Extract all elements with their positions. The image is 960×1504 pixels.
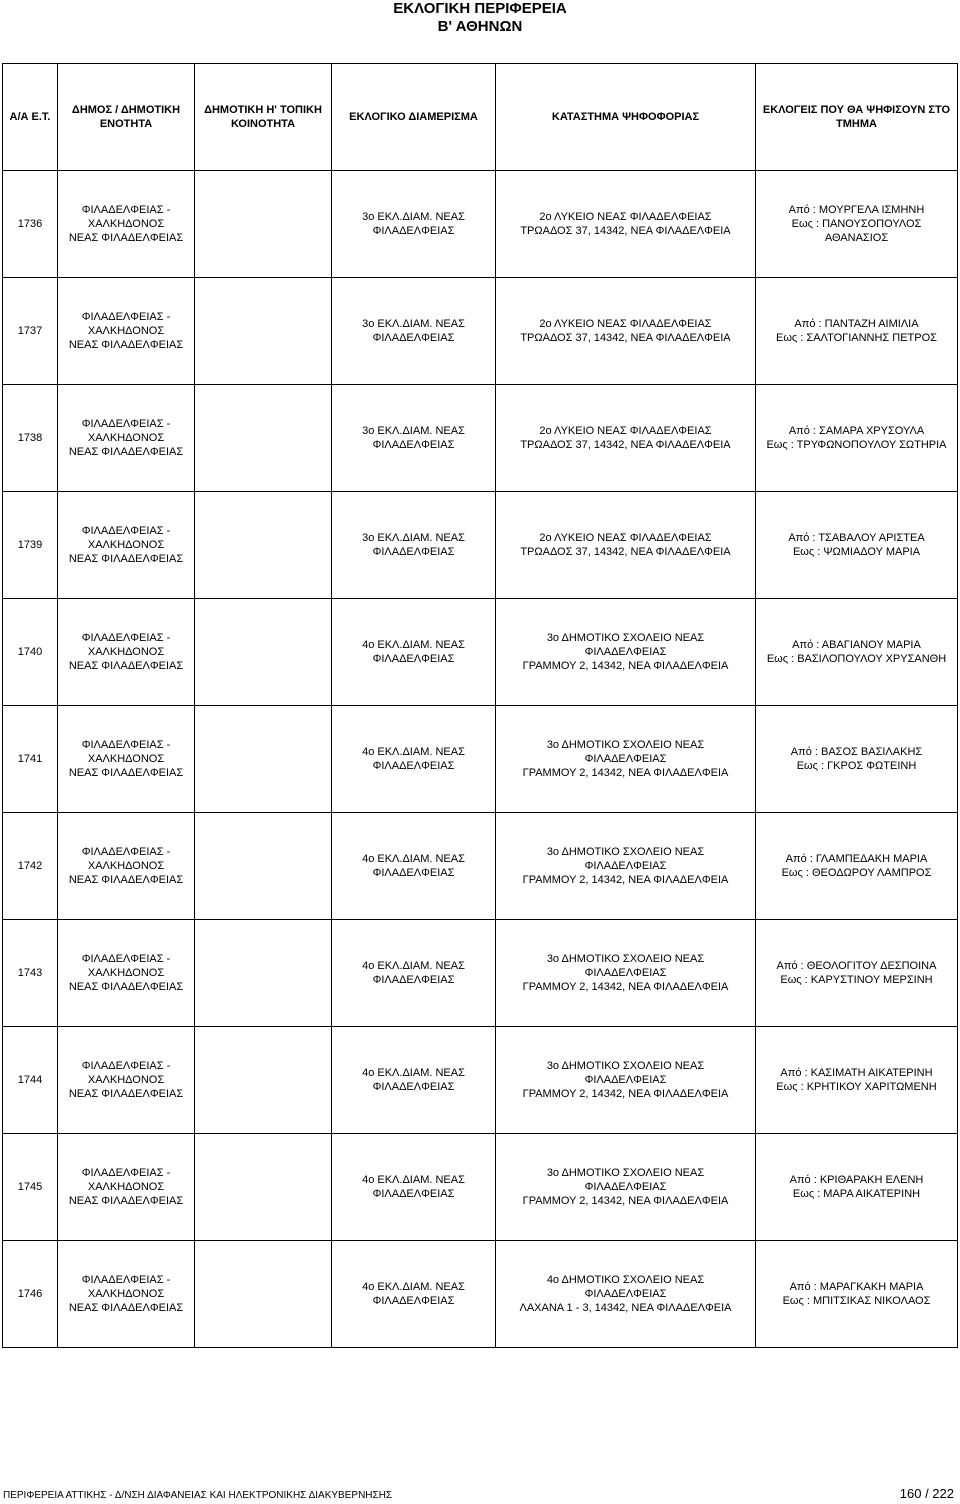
cell-electoral-district-line: ΦΙΛΑΔΕΛΦΕΙΑΣ — [372, 653, 455, 665]
cell-municipality-line: ΧΑΛΚΗΔΟΝΟΣ — [87, 325, 165, 337]
cell-electoral-district-line: 3ο ΕΚΛ.ΔΙΑΜ. ΝΕΑΣ — [362, 425, 465, 437]
cell-polling-station-line: 3ο ΔΗΜΟΤΙΚΟ ΣΧΟΛΕΙΟ ΝΕΑΣ — [546, 1167, 705, 1179]
cell-aa — [3, 1134, 58, 1241]
cell-polling-station-line: ΦΙΛΑΔΕΛΦΕΙΑΣ — [584, 1074, 667, 1086]
cell-municipality-line: ΝΕΑΣ ΦΙΛΑΔΕΛΦΕΙΑΣ — [68, 1088, 184, 1100]
cell-voters-line: Εως : ΠΑΝΟΥΣΟΠΟΥΛΟΣ — [791, 218, 922, 230]
column-header-municipality: ΔΗΜΟΣ / ΔΗΜΟΤΙΚΗ ΕΝΟΤΗΤΑ — [58, 64, 195, 171]
cell-polling-station — [496, 1134, 756, 1241]
cell-polling-station — [496, 278, 756, 385]
cell-municipality-line: ΝΕΑΣ ΦΙΛΑΔΕΛΦΕΙΑΣ — [68, 232, 184, 244]
cell-municipality — [58, 1241, 195, 1348]
cell-voters-line: Εως : ΓΚΡΟΣ ΦΩΤΕΙΝΗ — [796, 760, 917, 772]
cell-electoral-district-line: 4ο ΕΚΛ.ΔΙΑΜ. ΝΕΑΣ — [362, 1174, 465, 1186]
cell-polling-station-line: ΓΡΑΜΜΟΥ 2, 14342, ΝΕΑ ΦΙΛΑΔΕΛΦΕΙΑ — [522, 981, 729, 993]
cell-electoral-district-line: ΦΙΛΑΔΕΛΦΕΙΑΣ — [372, 760, 455, 772]
cell-voters-line: Εως : ΚΡΗΤΙΚΟΥ ΧΑΡΙΤΩΜΕΝΗ — [776, 1081, 937, 1093]
cell-electoral-district-line: ΦΙΛΑΔΕΛΦΕΙΑΣ — [372, 867, 455, 879]
cell-polling-station-line: 3ο ΔΗΜΟΤΙΚΟ ΣΧΟΛΕΙΟ ΝΕΑΣ — [546, 1060, 705, 1072]
cell-voters-line: ΑΘΑΝΑΣΙΟΣ — [824, 232, 889, 244]
column-header-community: ΔΗΜΟΤΙΚΗ Η' ΤΟΠΙΚΗ ΚΟΙΝΟΤΗΤΑ — [195, 64, 332, 171]
cell-polling-station-line: ΓΡΑΜΜΟΥ 2, 14342, ΝΕΑ ΦΙΛΑΔΕΛΦΕΙΑ — [522, 1088, 729, 1100]
cell-community — [195, 278, 332, 385]
cell-voters-line: Εως : ΒΑΣΙΛΟΠΟΥΛΟΥ ΧΡΥΣΑΝΘΗ — [766, 653, 947, 665]
cell-municipality-line: ΧΑΛΚΗΔΟΝΟΣ — [87, 646, 165, 658]
cell-voters-line: Από : ΜΟΥΡΓΕΛΑ ΙΣΜΗΝΗ — [788, 204, 925, 216]
cell-polling-station — [496, 1027, 756, 1134]
cell-voters-line: Εως : ΣΑΛΤΟΓΙΑΝΝΗΣ ΠΕΤΡΟΣ — [776, 332, 937, 344]
table-header-row — [3, 64, 958, 171]
cell-polling-station — [496, 599, 756, 706]
cell-voters-line: Από : ΚΑΣΙΜΑΤΗ ΑΙΚΑΤΕΡΙΝΗ — [780, 1067, 933, 1079]
table-row — [3, 1134, 958, 1241]
cell-municipality-line: ΦΙΛΑΔΕΛΦΕΙΑΣ - — [81, 846, 171, 858]
cell-municipality — [58, 1134, 195, 1241]
cell-electoral-district-line: 3ο ΕΚΛ.ΔΙΑΜ. ΝΕΑΣ — [362, 532, 465, 544]
polling-stations-table — [2, 63, 958, 1348]
cell-voters — [756, 706, 958, 813]
cell-municipality-line: ΦΙΛΑΔΕΛΦΕΙΑΣ - — [81, 1167, 171, 1179]
cell-aa-line: 1745 — [17, 1181, 43, 1193]
cell-voters-line: Εως : ΨΩΜΙΑΔΟΥ ΜΑΡΙΑ — [792, 546, 921, 558]
cell-electoral-district-line: ΦΙΛΑΔΕΛΦΕΙΑΣ — [372, 546, 455, 558]
cell-electoral-district — [332, 813, 496, 920]
cell-community — [195, 920, 332, 1027]
cell-municipality-line: ΧΑΛΚΗΔΟΝΟΣ — [87, 432, 165, 444]
cell-voters-line: Εως : ΜΠΙΤΣΙΚΑΣ ΝΙΚΟΛΑΟΣ — [782, 1295, 931, 1307]
cell-municipality-line: ΦΙΛΑΔΕΛΦΕΙΑΣ - — [81, 953, 171, 965]
cell-municipality — [58, 171, 195, 278]
cell-municipality-line: ΝΕΑΣ ΦΙΛΑΔΕΛΦΕΙΑΣ — [68, 874, 184, 886]
cell-municipality-line: ΦΙΛΑΔΕΛΦΕΙΑΣ - — [81, 632, 171, 644]
cell-polling-station-line: ΓΡΑΜΜΟΥ 2, 14342, ΝΕΑ ΦΙΛΑΔΕΛΦΕΙΑ — [522, 767, 729, 779]
cell-community — [195, 1134, 332, 1241]
cell-voters-line: Εως : ΜΑΡΑ ΑΙΚΑΤΕΡΙΝΗ — [792, 1188, 921, 1200]
cell-electoral-district-line: ΦΙΛΑΔΕΛΦΕΙΑΣ — [372, 439, 455, 451]
cell-municipality-line: ΧΑΛΚΗΔΟΝΟΣ — [87, 1181, 165, 1193]
cell-aa-line: 1741 — [17, 753, 43, 765]
cell-aa — [3, 599, 58, 706]
cell-municipality-line: ΝΕΑΣ ΦΙΛΑΔΕΛΦΕΙΑΣ — [68, 981, 184, 993]
cell-voters-line: Από : ΑΒΑΓΙΑΝΟΥ ΜΑΡΙΑ — [792, 639, 921, 651]
cell-polling-station-line: ΦΙΛΑΔΕΛΦΕΙΑΣ — [584, 967, 667, 979]
cell-municipality-line: ΦΙΛΑΔΕΛΦΕΙΑΣ - — [81, 1060, 171, 1072]
cell-electoral-district-line: 4ο ΕΚΛ.ΔΙΑΜ. ΝΕΑΣ — [362, 853, 465, 865]
cell-polling-station-line: ΤΡΩΑΔΟΣ 37, 14342, ΝΕΑ ΦΙΛΑΔΕΛΦΕΙΑ — [520, 225, 731, 237]
cell-electoral-district — [332, 1241, 496, 1348]
cell-electoral-district-line: ΦΙΛΑΔΕΛΦΕΙΑΣ — [372, 1188, 455, 1200]
cell-electoral-district — [332, 278, 496, 385]
cell-electoral-district — [332, 599, 496, 706]
cell-voters-line: Από : ΘΕΟΛΟΓΙΤΟΥ ΔΕΣΠΟΙΝΑ — [776, 960, 937, 972]
cell-electoral-district-line: ΦΙΛΑΔΕΛΦΕΙΑΣ — [372, 332, 455, 344]
cell-municipality — [58, 813, 195, 920]
cell-community — [195, 1027, 332, 1134]
column-header-aa: Α/Α Ε.Τ. — [3, 64, 58, 171]
cell-electoral-district — [332, 492, 496, 599]
document-subtitle: Β' ΑΘΗΝΩΝ — [437, 18, 523, 35]
table-row — [3, 920, 958, 1027]
cell-aa-line: 1742 — [17, 860, 43, 872]
cell-polling-station-line: ΤΡΩΑΔΟΣ 37, 14342, ΝΕΑ ΦΙΛΑΔΕΛΦΕΙΑ — [520, 439, 731, 451]
cell-polling-station-line: 3ο ΔΗΜΟΤΙΚΟ ΣΧΟΛΕΙΟ ΝΕΑΣ — [546, 739, 705, 751]
cell-aa — [3, 706, 58, 813]
cell-voters — [756, 492, 958, 599]
cell-polling-station-line: 3ο ΔΗΜΟΤΙΚΟ ΣΧΟΛΕΙΟ ΝΕΑΣ — [546, 846, 705, 858]
cell-polling-station-line: ΤΡΩΑΔΟΣ 37, 14342, ΝΕΑ ΦΙΛΑΔΕΛΦΕΙΑ — [520, 332, 731, 344]
cell-municipality-line: ΧΑΛΚΗΔΟΝΟΣ — [87, 753, 165, 765]
cell-municipality-line: ΧΑΛΚΗΔΟΝΟΣ — [87, 539, 165, 551]
table-row — [3, 813, 958, 920]
cell-municipality-line: ΦΙΛΑΔΕΛΦΕΙΑΣ - — [81, 418, 171, 430]
cell-municipality-line: ΦΙΛΑΔΕΛΦΕΙΑΣ - — [81, 739, 171, 751]
cell-voters-line: Εως : ΚΑΡΥΣΤΙΝΟΥ ΜΕΡΣΙΝΗ — [780, 974, 933, 986]
cell-polling-station-line: 2ο ΛΥΚΕΙΟ ΝΕΑΣ ΦΙΛΑΔΕΛΦΕΙΑΣ — [539, 211, 712, 223]
cell-polling-station — [496, 706, 756, 813]
cell-voters — [756, 278, 958, 385]
cell-electoral-district — [332, 920, 496, 1027]
cell-polling-station-line: 4ο ΔΗΜΟΤΙΚΟ ΣΧΟΛΕΙΟ ΝΕΑΣ — [546, 1274, 705, 1286]
table-row — [3, 1027, 958, 1134]
cell-municipality — [58, 706, 195, 813]
cell-aa-line: 1746 — [17, 1288, 43, 1300]
cell-aa — [3, 1241, 58, 1348]
cell-municipality-line: ΧΑΛΚΗΔΟΝΟΣ — [87, 967, 165, 979]
table-row — [3, 706, 958, 813]
cell-electoral-district — [332, 706, 496, 813]
cell-electoral-district — [332, 1134, 496, 1241]
cell-polling-station-line: ΦΙΛΑΔΕΛΦΕΙΑΣ — [584, 1288, 667, 1300]
cell-municipality-line: ΝΕΑΣ ΦΙΛΑΔΕΛΦΕΙΑΣ — [68, 553, 184, 565]
cell-voters — [756, 1027, 958, 1134]
cell-municipality-line: ΧΑΛΚΗΔΟΝΟΣ — [87, 1074, 165, 1086]
cell-polling-station-line: ΛΑΧΑΝΑ 1 - 3, 14342, ΝΕΑ ΦΙΛΑΔΕΛΦΕΙΑ — [519, 1302, 732, 1314]
table-row — [3, 1241, 958, 1348]
cell-electoral-district-line: 4ο ΕΚΛ.ΔΙΑΜ. ΝΕΑΣ — [362, 746, 465, 758]
cell-aa-line: 1740 — [17, 646, 43, 658]
cell-municipality-line: ΝΕΑΣ ΦΙΛΑΔΕΛΦΕΙΑΣ — [68, 446, 184, 458]
cell-aa-line: 1737 — [17, 325, 43, 337]
cell-voters-line: Από : ΜΑΡΑΓΚΑΚΗ ΜΑΡΙΑ — [789, 1281, 924, 1293]
cell-polling-station — [496, 385, 756, 492]
cell-electoral-district-line: ΦΙΛΑΔΕΛΦΕΙΑΣ — [372, 1081, 455, 1093]
cell-municipality-line: ΝΕΑΣ ΦΙΛΑΔΕΛΦΕΙΑΣ — [68, 767, 184, 779]
cell-community — [195, 492, 332, 599]
cell-polling-station — [496, 920, 756, 1027]
cell-municipality-line: ΦΙΛΑΔΕΛΦΕΙΑΣ - — [81, 204, 171, 216]
cell-aa-line: 1739 — [17, 539, 43, 551]
document-title: ΕΚΛΟΓΙΚΗ ΠΕΡΙΦΕΡΕΙΑ — [393, 0, 567, 17]
cell-community — [195, 599, 332, 706]
cell-polling-station-line: 2ο ΛΥΚΕΙΟ ΝΕΑΣ ΦΙΛΑΔΕΛΦΕΙΑΣ — [539, 425, 712, 437]
cell-voters-line: Από : ΣΑΜΑΡΑ ΧΡΥΣΟΥΛΑ — [788, 425, 925, 437]
cell-electoral-district-line: 4ο ΕΚΛ.ΔΙΑΜ. ΝΕΑΣ — [362, 639, 465, 651]
cell-aa — [3, 171, 58, 278]
cell-polling-station — [496, 492, 756, 599]
cell-voters — [756, 920, 958, 1027]
cell-voters-line: Εως : ΘΕΟΔΩΡΟΥ ΛΑΜΠΡΟΣ — [781, 867, 932, 879]
cell-municipality-line: ΝΕΑΣ ΦΙΛΑΔΕΛΦΕΙΑΣ — [68, 1195, 184, 1207]
table-row — [3, 492, 958, 599]
cell-aa-line: 1738 — [17, 432, 43, 444]
cell-polling-station-line: 3ο ΔΗΜΟΤΙΚΟ ΣΧΟΛΕΙΟ ΝΕΑΣ — [546, 632, 705, 644]
cell-polling-station-line: 2ο ΛΥΚΕΙΟ ΝΕΑΣ ΦΙΛΑΔΕΛΦΕΙΑΣ — [539, 532, 712, 544]
cell-polling-station-line: ΤΡΩΑΔΟΣ 37, 14342, ΝΕΑ ΦΙΛΑΔΕΛΦΕΙΑ — [520, 546, 731, 558]
cell-aa — [3, 492, 58, 599]
cell-aa — [3, 278, 58, 385]
column-header-electoral-district: ΕΚΛΟΓΙΚΟ ΔΙΑΜΕΡΙΣΜΑ — [332, 64, 496, 171]
cell-polling-station-line: ΦΙΛΑΔΕΛΦΕΙΑΣ — [584, 753, 667, 765]
cell-voters — [756, 385, 958, 492]
cell-voters-line: Από : ΓΛΑΜΠΕΔΑΚΗ ΜΑΡΙΑ — [785, 853, 928, 865]
cell-community — [195, 385, 332, 492]
cell-polling-station-line: ΦΙΛΑΔΕΛΦΕΙΑΣ — [584, 1181, 667, 1193]
cell-voters-line: Εως : ΤΡΥΦΩΝΟΠΟΥΛΟΥ ΣΩΤΗΡΙΑ — [766, 439, 947, 451]
cell-polling-station-line: ΓΡΑΜΜΟΥ 2, 14342, ΝΕΑ ΦΙΛΑΔΕΛΦΕΙΑ — [522, 660, 729, 672]
cell-municipality — [58, 1027, 195, 1134]
cell-aa — [3, 1027, 58, 1134]
cell-electoral-district — [332, 171, 496, 278]
cell-community — [195, 171, 332, 278]
table-row — [3, 385, 958, 492]
cell-electoral-district — [332, 1027, 496, 1134]
cell-polling-station-line: 3ο ΔΗΜΟΤΙΚΟ ΣΧΟΛΕΙΟ ΝΕΑΣ — [546, 953, 705, 965]
cell-electoral-district-line: 3ο ΕΚΛ.ΔΙΑΜ. ΝΕΑΣ — [362, 211, 465, 223]
cell-electoral-district-line: ΦΙΛΑΔΕΛΦΕΙΑΣ — [372, 974, 455, 986]
cell-polling-station-line: 2ο ΛΥΚΕΙΟ ΝΕΑΣ ΦΙΛΑΔΕΛΦΕΙΑΣ — [539, 318, 712, 330]
cell-voters — [756, 1241, 958, 1348]
cell-voters — [756, 599, 958, 706]
cell-voters — [756, 171, 958, 278]
table-row — [3, 171, 958, 278]
cell-municipality-line: ΝΕΑΣ ΦΙΛΑΔΕΛΦΕΙΑΣ — [68, 660, 184, 672]
cell-voters — [756, 813, 958, 920]
cell-municipality — [58, 278, 195, 385]
cell-municipality-line: ΦΙΛΑΔΕΛΦΕΙΑΣ - — [81, 525, 171, 537]
table-row — [3, 278, 958, 385]
cell-electoral-district — [332, 385, 496, 492]
cell-community — [195, 706, 332, 813]
cell-polling-station — [496, 1241, 756, 1348]
cell-municipality-line: ΧΑΛΚΗΔΟΝΟΣ — [87, 1288, 165, 1300]
cell-municipality-line: ΧΑΛΚΗΔΟΝΟΣ — [87, 218, 165, 230]
cell-municipality-line: ΧΑΛΚΗΔΟΝΟΣ — [87, 860, 165, 872]
column-header-polling-station: ΚΑΤΑΣΤΗΜΑ ΨΗΦΟΦΟΡΙΑΣ — [496, 64, 756, 171]
cell-voters-line: Από : ΤΣΑΒΑΛΟΥ ΑΡΙΣΤΕΑ — [788, 532, 925, 544]
cell-municipality-line: ΝΕΑΣ ΦΙΛΑΔΕΛΦΕΙΑΣ — [68, 1302, 184, 1314]
cell-aa-line: 1736 — [17, 218, 43, 230]
cell-aa-line: 1743 — [17, 967, 43, 979]
cell-electoral-district-line: 4ο ΕΚΛ.ΔΙΑΜ. ΝΕΑΣ — [362, 1067, 465, 1079]
cell-polling-station-line: ΦΙΛΑΔΕΛΦΕΙΑΣ — [584, 860, 667, 872]
cell-voters-line: Από : ΚΡΙΘΑΡΑΚΗ ΕΛΕΝΗ — [789, 1174, 924, 1186]
page-number: 160 / 222 — [899, 1486, 954, 1501]
cell-municipality — [58, 920, 195, 1027]
cell-aa — [3, 813, 58, 920]
cell-municipality-line: ΦΙΛΑΔΕΛΦΕΙΑΣ - — [81, 311, 171, 323]
cell-electoral-district-line: 3ο ΕΚΛ.ΔΙΑΜ. ΝΕΑΣ — [362, 318, 465, 330]
cell-municipality — [58, 599, 195, 706]
cell-polling-station — [496, 813, 756, 920]
cell-electoral-district-line: 4ο ΕΚΛ.ΔΙΑΜ. ΝΕΑΣ — [362, 960, 465, 972]
cell-polling-station-line: ΓΡΑΜΜΟΥ 2, 14342, ΝΕΑ ΦΙΛΑΔΕΛΦΕΙΑ — [522, 874, 729, 886]
cell-community — [195, 1241, 332, 1348]
cell-municipality-line: ΝΕΑΣ ΦΙΛΑΔΕΛΦΕΙΑΣ — [68, 339, 184, 351]
cell-electoral-district-line: ΦΙΛΑΔΕΛΦΕΙΑΣ — [372, 225, 455, 237]
cell-voters-line: Από : ΠΑΝΤΑΖΗ ΑΙΜΙΛΙΑ — [794, 318, 919, 330]
cell-electoral-district-line: 4ο ΕΚΛ.ΔΙΑΜ. ΝΕΑΣ — [362, 1281, 465, 1293]
cell-municipality — [58, 385, 195, 492]
cell-community — [195, 813, 332, 920]
cell-electoral-district-line: ΦΙΛΑΔΕΛΦΕΙΑΣ — [372, 1295, 455, 1307]
cell-aa — [3, 385, 58, 492]
cell-municipality — [58, 492, 195, 599]
cell-polling-station-line: ΦΙΛΑΔΕΛΦΕΙΑΣ — [584, 646, 667, 658]
column-header-voters: ΕΚΛΟΓΕΙΣ ΠΟΥ ΘΑ ΨΗΦΙΣΟΥΝ ΣΤΟ ΤΜΗΜΑ — [756, 64, 958, 171]
cell-polling-station-line: ΓΡΑΜΜΟΥ 2, 14342, ΝΕΑ ΦΙΛΑΔΕΛΦΕΙΑ — [522, 1195, 729, 1207]
footer-organization: ΠΕΡΙΦΕΡΕΙΑ ΑΤΤΙΚΗΣ - Δ/ΝΣΗ ΔΙΑΦΑΝΕΙΑΣ ΚΑΙ ΗΛΕΚΤΡΟΝΙΚΗΣ ΔΙΑΚΥΒΕΡΝΗΣΗΣ — [3, 1490, 393, 1501]
cell-aa — [3, 920, 58, 1027]
cell-polling-station — [496, 171, 756, 278]
cell-municipality-line: ΦΙΛΑΔΕΛΦΕΙΑΣ - — [81, 1274, 171, 1286]
table-row — [3, 599, 958, 706]
cell-voters — [756, 1134, 958, 1241]
cell-voters-line: Από : ΒΑΣΟΣ ΒΑΣΙΛΑΚΗΣ — [790, 746, 923, 758]
cell-aa-line: 1744 — [17, 1074, 43, 1086]
